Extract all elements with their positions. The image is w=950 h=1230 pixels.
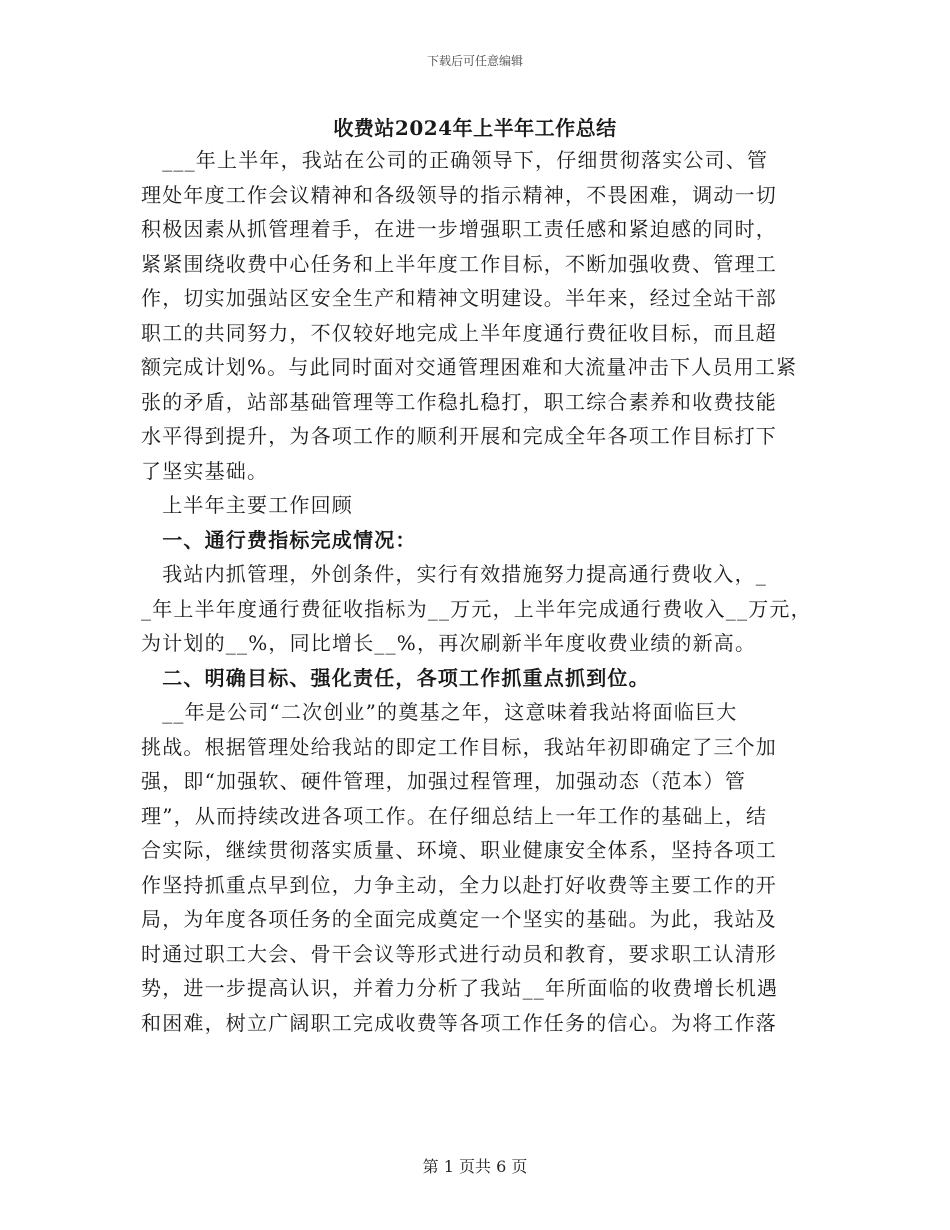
body-line: 作坚持抓重点早到位，力争主动，全力以赴打好收费等主要工作的开 [141, 872, 777, 897]
body-line: 势，进一步提高认识，并着力分析了我站__年所面临的收费增长机遇 [141, 976, 779, 1000]
body-line: 积极因素从抓管理着手，在进一步增强职工责任感和紧迫感的同时， [141, 217, 777, 241]
body-line: 合实际，继续贯彻落实质量、环境、职业健康安全体系，坚持各项工 [141, 838, 777, 862]
body-line: 局，为年度各项任务的全面完成奠定一个坚实的基础。为此，我站及 [141, 907, 777, 931]
body-line: 紧紧围绕收费中心任务和上半年度工作目标，不断加强收费、管理工 [141, 251, 777, 276]
body-line: 职工的共同努力，不仅较好地完成上半年度通行费征收目标，而且超 [141, 320, 777, 345]
body-line: 挑战。根据管理处给我站的即定工作目标，我站年初即确定了三个加 [141, 734, 777, 759]
body-line: 理”，从而持续改进各项工作。在仔细总结上一年工作的基础上，结 [141, 803, 768, 828]
body-line: 理处年度工作会议精神和各级领导的指示精神，不畏困难，调动一切 [141, 182, 777, 207]
body-line: 张的矛盾，站部基础管理等工作稳扎稳打，职工综合素养和收费技能 [141, 389, 777, 414]
section-heading-2: 二、明确目标、强化责任，各项工作抓重点抓到位。 [141, 665, 650, 690]
document-body [141, 143, 813, 1040]
body-line: ___年上半年，我站在公司的正确领导下，仔细贯彻落实公司、管 [141, 148, 769, 172]
body-line: 强，即“加强软、硬件管理，加强过程管理，加强动态（范本）管 [141, 769, 747, 793]
body-line: 和困难，树立广阔职工完成收费等各项工作任务的信心。为将工作落 [141, 1010, 777, 1035]
body-line: _年上半年度通行费征收指标为__万元，上半年完成通行费收入__万元， [141, 596, 812, 621]
body-line: 了坚实基础。 [141, 458, 269, 483]
body-line: 时通过职工大会、骨干会议等形式进行动员和教育，要求职工认清形 [141, 941, 777, 966]
body-line: 我站内抓管理，外创条件，实行有效措施努力提高通行费收入，_ [141, 562, 767, 586]
page-number: 第 1 页共 6 页 [422, 1157, 528, 1176]
body-line: 额完成计划%。与此同时面对交通管理困难和大流量冲击下人员用工紧 [141, 355, 798, 379]
body-line: 水平得到提升，为各项工作的顺利开展和完成全年各项工作目标打下 [141, 424, 777, 448]
header-note: 下载后可任意编辑 [426, 54, 523, 68]
section-heading-review: 上半年主要工作回顾 [141, 493, 353, 517]
body-line: 作，切实加强站区安全生产和精神文明建设。半年来，经过全站干部 [141, 286, 777, 310]
body-line: __年是公司“二次创业”的奠基之年，这意味着我站将面临巨大 [141, 700, 738, 724]
section-heading-1: 一、通行费指标完成情况： [141, 527, 417, 552]
body-line: 为计划的__%，同比增长__%，再次刷新半年度收费业绩的新高。 [141, 631, 757, 655]
document-title: 收费站2024年上半年工作总结 [333, 116, 617, 140]
